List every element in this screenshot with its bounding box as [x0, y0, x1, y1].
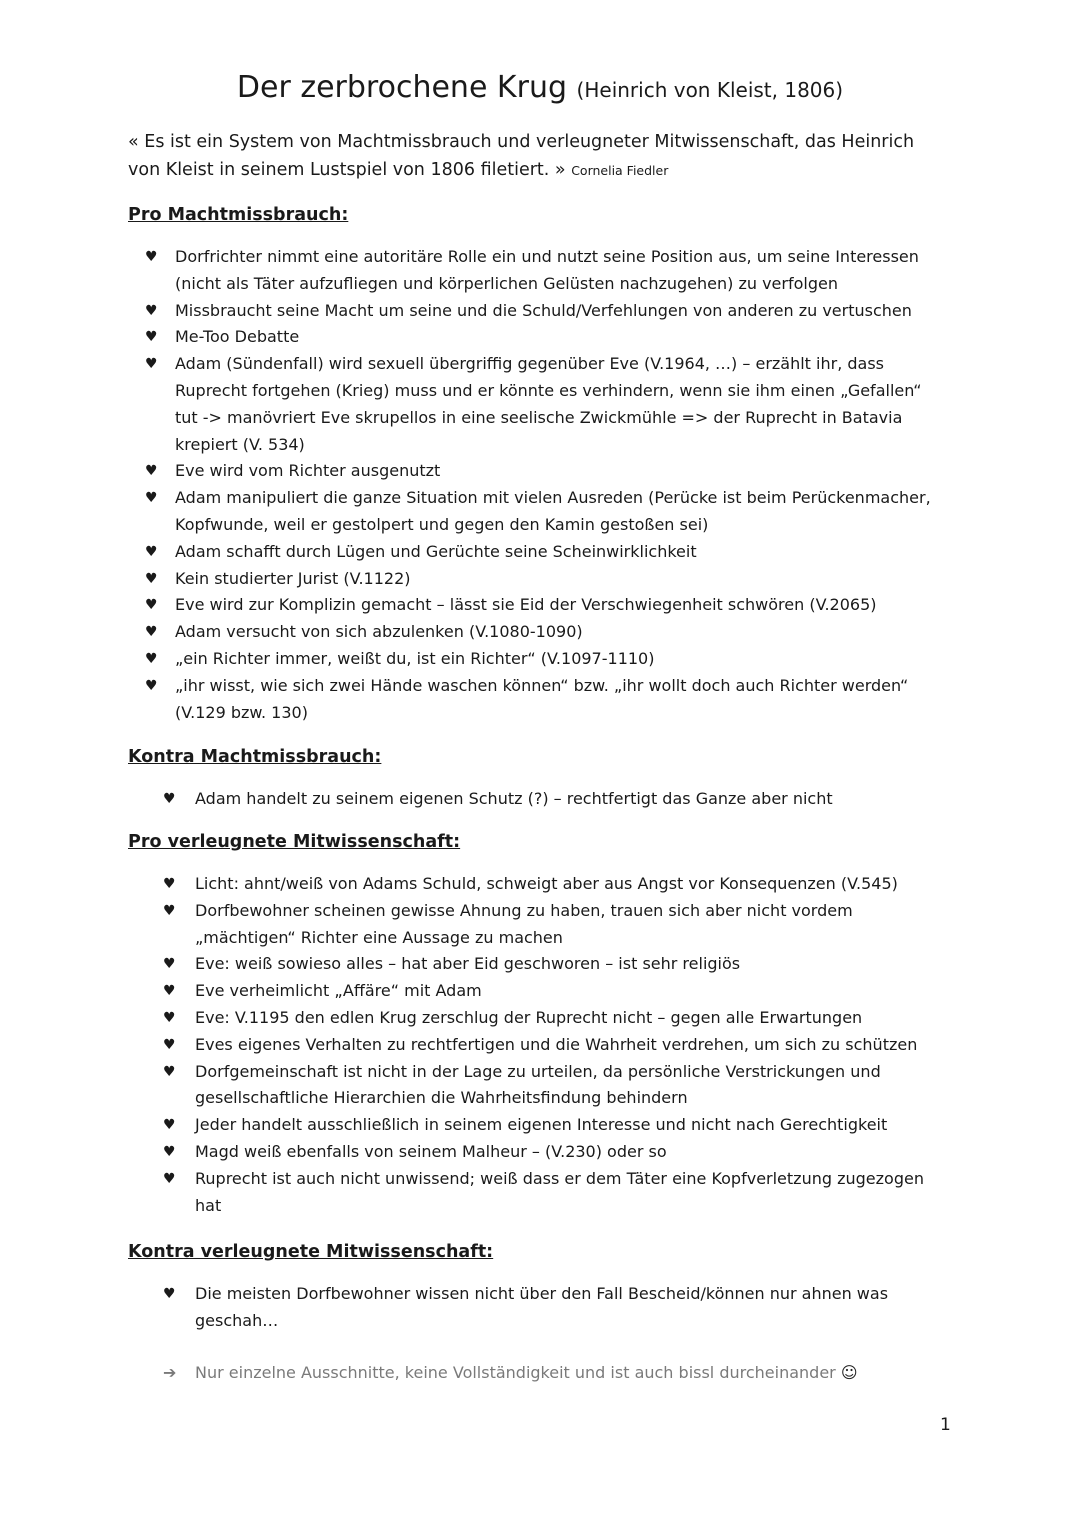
- heart-bullet-icon: ♥: [145, 677, 158, 694]
- title-main: Der zerbrochene Krug: [236, 70, 567, 105]
- list-item-text: Dorfrichter nimmt eine autoritäre Rolle ein und nutzt seine Position aus, um seine Interessen (nicht als Täter aufzufliegen und körperlichen Gelüsten nachzugehen) zu verfolgen: [175, 247, 919, 293]
- heart-bullet-icon: ♥: [163, 1117, 176, 1134]
- quote-author: Cornelia Fiedler: [571, 163, 669, 178]
- title-subtitle: (Heinrich von Kleist, 1806): [576, 78, 844, 102]
- heading-pro-mitwissenschaft: Pro verleugnete Mitwissenschaft:: [128, 832, 461, 852]
- list-item-text: Jeder handelt ausschließlich in seinem eigenen Interesse und nicht nach Gerechtigkeit: [195, 1115, 888, 1135]
- list-item-text: Adam schafft durch Lügen und Gerüchte seine Scheinwirklichkeit: [175, 541, 697, 561]
- note-text: Nur einzelne Ausschnitte, keine Vollständigkeit und ist auch bissl durcheinander: [195, 1363, 836, 1382]
- list-item: [163, 1005, 943, 1032]
- list-item: [145, 244, 945, 298]
- list-item: [163, 871, 943, 898]
- list-item: [163, 1166, 943, 1220]
- heart-bullet-icon: ♥: [163, 1286, 176, 1302]
- list-item: [145, 619, 945, 646]
- page-title: [0, 66, 1080, 112]
- heart-bullet-icon: ♥: [145, 570, 158, 587]
- list-item-text: Dorfbewohner scheinen gewisse Ahnung zu haben, trauen sich aber nicht vordem „mächtigen“ Richter eine Aussage zu machen: [195, 900, 853, 947]
- heading-kontra-mitwissenschaft: Kontra verleugnete Mitwissenschaft:: [128, 1242, 494, 1262]
- heart-bullet-icon: ♥: [145, 490, 158, 507]
- page-number: 1: [940, 1415, 951, 1435]
- heart-bullet-icon: ♥: [145, 624, 158, 641]
- list-item-text: Ruprecht ist auch nicht unwissend; weiß dass er dem Täter eine Kopfverletzung zugezogen hat: [195, 1168, 924, 1215]
- list-item: [145, 566, 945, 593]
- list-item: [145, 592, 945, 619]
- list-item-text: Eve wird vom Richter ausgenutzt: [175, 461, 441, 481]
- heart-bullet-icon: ♥: [163, 1009, 176, 1026]
- list-item: [163, 1112, 943, 1139]
- list-item-text: Dorfgemeinschaft ist nicht in der Lage zu urteilen, da persönliche Verstrickungen und gesellschaftliche Hierarchien die Wahrheitsfindung behindern: [195, 1061, 881, 1108]
- heart-bullet-icon: ♥: [145, 249, 158, 265]
- heart-bullet-icon: ♥: [163, 902, 176, 919]
- list-item-text: Adam handelt zu seinem eigenen Schutz (?) – rechtfertigt das Ganze aber nicht: [195, 789, 833, 808]
- list-item-text: Eve wird zur Komplizin gemacht – lässt sie Eid der Verschwiegenheit schwören (V.2065): [175, 595, 877, 615]
- list-item-text: „ihr wisst, wie sich zwei Hände waschen können“ bzw. „ihr wollt doch auch Richter werden“ (V.129 bzw. 130): [175, 675, 909, 722]
- heading-pro-machtmissbrauch: Pro Machtmissbrauch:: [128, 205, 349, 225]
- list-item: [145, 673, 945, 727]
- closing-note: [163, 1359, 963, 1386]
- list-item: [145, 539, 945, 566]
- arrow-right-icon: ➔: [163, 1363, 177, 1382]
- list-item: [163, 786, 943, 813]
- list-kontra-mitwissenschaft: [163, 1281, 943, 1335]
- list-item-text: Me-Too Debatte: [175, 327, 300, 347]
- list-item: [163, 951, 943, 978]
- heart-bullet-icon: ♥: [163, 1170, 176, 1187]
- heading-kontra-machtmissbrauch: Kontra Machtmissbrauch:: [128, 747, 382, 767]
- list-item: [145, 298, 945, 325]
- list-item: [163, 1032, 943, 1059]
- intro-quote: [128, 128, 948, 185]
- list-item-text: Kein studierter Jurist (V.1122): [175, 568, 411, 588]
- list-item-text: Adam (Sündenfall) wird sexuell übergriffig gegenüber Eve (V.1964, …) – erzählt ihr, dass Ruprecht fortgehen (Krieg) muss und er könnte es verhindern, wenn sie ihm einen „Gefallen“ tut -> manövriert Eve skrupellos in eine seelische Zwickmühle => der Ruprecht in Batavia krepiert (V. 534): [175, 354, 922, 454]
- heart-bullet-icon: ♥: [145, 597, 158, 614]
- heart-bullet-icon: ♥: [145, 302, 158, 319]
- list-item: [145, 458, 945, 485]
- heart-bullet-icon: ♥: [163, 956, 176, 973]
- list-item: [145, 646, 945, 673]
- list-item-text: Eve: weiß sowieso alles – hat aber Eid geschworen – ist sehr religiös: [195, 954, 741, 974]
- heart-bullet-icon: ♥: [145, 463, 158, 480]
- list-item: [145, 324, 945, 351]
- list-item-text: Adam manipuliert die ganze Situation mit vielen Ausreden (Perücke ist beim Perückenmacher, Kopfwunde, weil er gestolpert und gegen den Kamin gestoßen sei): [175, 488, 931, 534]
- list-pro-machtmissbrauch: [145, 244, 945, 726]
- list-item-text: Die meisten Dorfbewohner wissen nicht über den Fall Bescheid/können nur ahnen was geschah…: [195, 1284, 889, 1330]
- quote-text: « Es ist ein System von Machtmissbrauch und verleugneter Mitwissenschaft, das Heinrich von Kleist in seinem Lustspiel von 1806 filetiert. »: [128, 132, 915, 180]
- smiley-icon: ☺: [840, 1363, 858, 1382]
- list-item: [145, 485, 945, 539]
- list-item: [163, 1139, 943, 1166]
- heart-bullet-icon: ♥: [163, 983, 176, 1000]
- heart-bullet-icon: ♥: [163, 791, 176, 807]
- heart-bullet-icon: ♥: [163, 1143, 176, 1160]
- list-item: [163, 978, 943, 1005]
- list-item: [163, 898, 943, 952]
- list-item-text: Eve verheimlicht „Affäre“ mit Adam: [195, 981, 482, 1001]
- list-item: [163, 1059, 943, 1113]
- list-item-text: Licht: ahnt/weiß von Adams Schuld, schweigt aber aus Angst vor Konsequenzen (V.545): [195, 874, 898, 893]
- heart-bullet-icon: ♥: [145, 356, 158, 373]
- list-item-text: Adam versucht von sich abzulenken (V.1080-1090): [175, 622, 583, 642]
- list-item-text: Magd weiß ebenfalls von seinem Malheur – (V.230) oder so: [195, 1141, 667, 1161]
- heart-bullet-icon: ♥: [163, 876, 176, 892]
- list-item-text: Missbraucht seine Macht um seine und die Schuld/Verfehlungen von anderen zu vertuschen: [175, 300, 912, 320]
- heart-bullet-icon: ♥: [145, 543, 158, 560]
- list-item: [163, 1281, 943, 1335]
- list-kontra-machtmissbrauch: [163, 786, 943, 813]
- list-item-text: Eve: V.1195 den edlen Krug zerschlug der Ruprecht nicht – gegen alle Erwartungen: [195, 1007, 863, 1027]
- heart-bullet-icon: ♥: [145, 329, 158, 346]
- list-pro-mitwissenschaft: [163, 871, 943, 1219]
- list-item: [145, 351, 945, 458]
- heart-bullet-icon: ♥: [145, 650, 158, 667]
- list-item-text: Eves eigenes Verhalten zu rechtfertigen und die Wahrheit verdrehen, um sich zu schützen: [195, 1034, 918, 1054]
- list-item-text: „ein Richter immer, weißt du, ist ein Richter“ (V.1097-1110): [175, 648, 655, 668]
- heart-bullet-icon: ♥: [163, 1063, 176, 1080]
- heart-bullet-icon: ♥: [163, 1036, 176, 1053]
